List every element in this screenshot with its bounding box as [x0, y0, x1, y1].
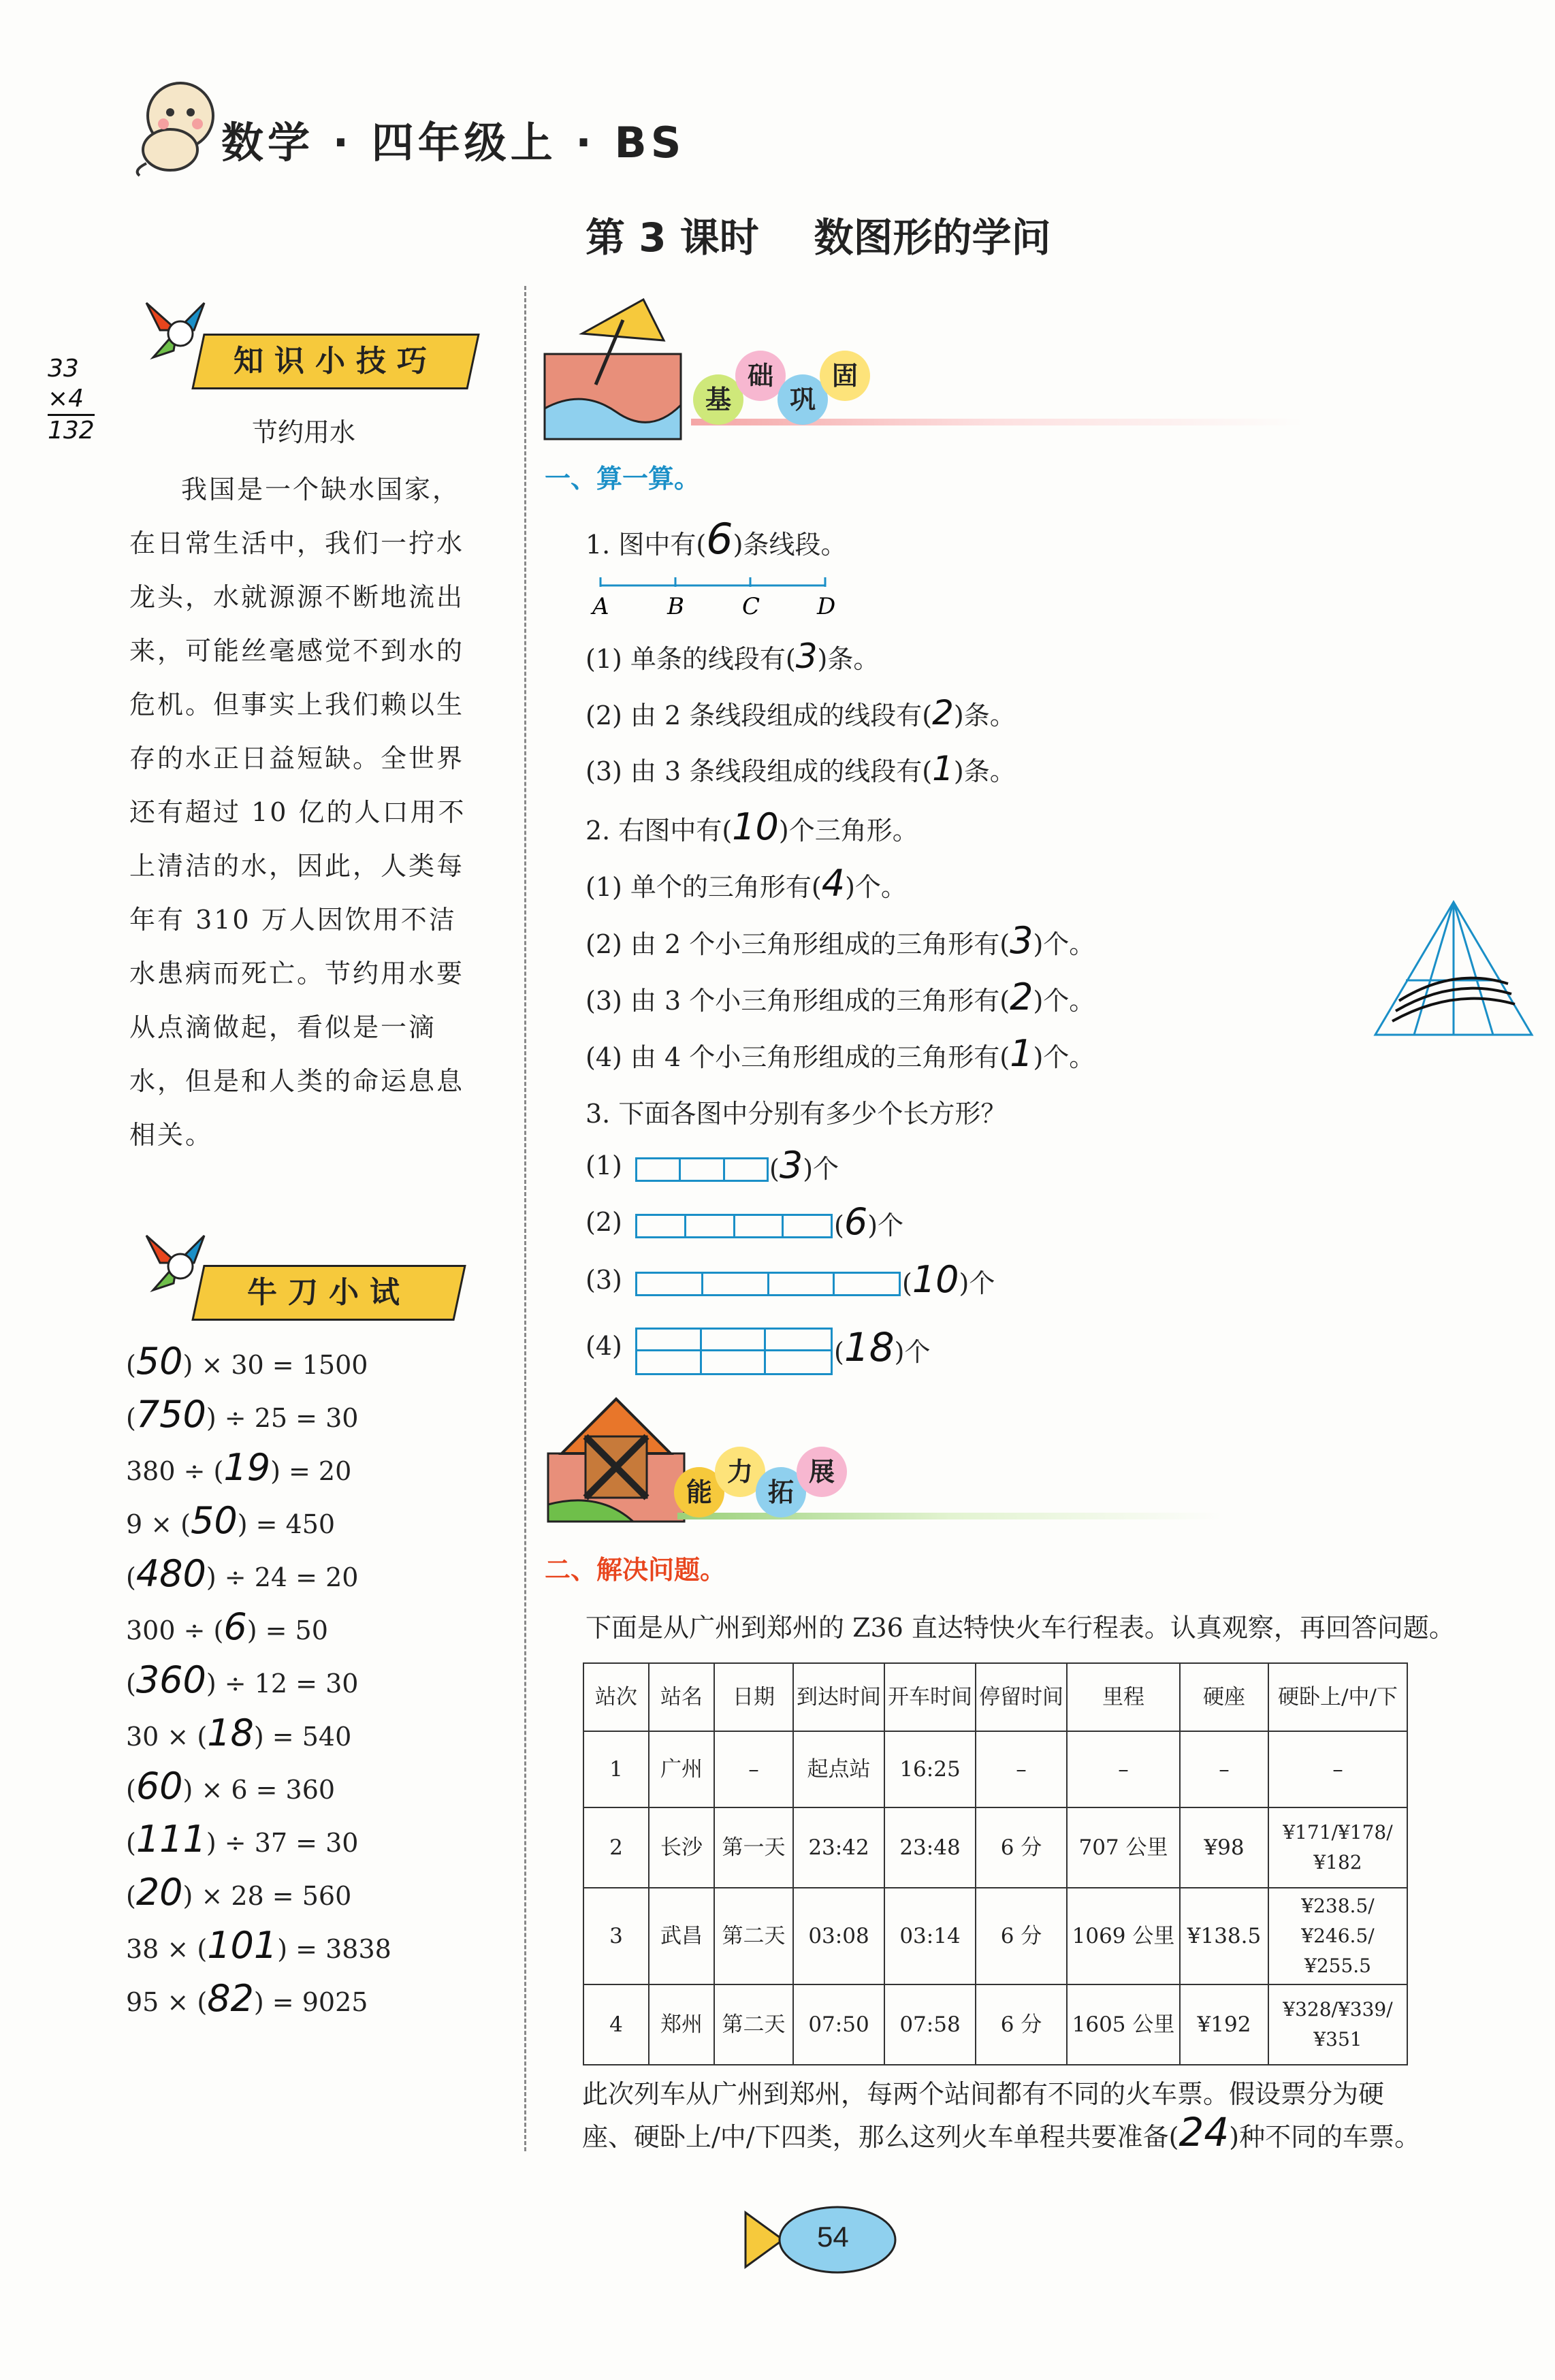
- handwritten-answer: 20: [135, 1871, 183, 1914]
- handwritten-answer: 750: [135, 1393, 206, 1436]
- handwritten-answer: 2: [932, 693, 954, 733]
- trial-item: 95 × (82) = 9025: [126, 1977, 368, 2020]
- table-cell: 16:25: [884, 1731, 976, 1807]
- rectangle-strip: [635, 1157, 769, 1182]
- question-1-sub: (2) 由 2 条线段组成的线段有(2)条。: [586, 693, 1016, 733]
- table-cell: ¥138.5: [1180, 1888, 1268, 1984]
- table-cell: 第二天: [714, 1984, 793, 2065]
- handwritten-answer: 1: [1010, 1032, 1033, 1075]
- trial-banner-label: 牛刀小试: [247, 1275, 411, 1310]
- handwritten-answer: 111: [135, 1818, 206, 1861]
- margin-note-line: 132: [48, 414, 95, 446]
- question-3: 3. 下面各图中分别有多少个长方形？: [586, 1099, 1007, 1129]
- trial-item: (750) ÷ 25 = 30: [126, 1393, 359, 1436]
- handwritten-answer: 50: [135, 1340, 183, 1383]
- handwritten-answer: 2: [1010, 976, 1033, 1018]
- heading-circle: 拓: [756, 1467, 806, 1517]
- trial-item: 30 × (18) = 540: [126, 1711, 352, 1754]
- handwritten-answer: 24: [1179, 2109, 1230, 2155]
- question-2-sub: (2) 由 2 个小三角形组成的三角形有(3)个。: [586, 919, 1095, 962]
- handwritten-answer: 18: [844, 1324, 895, 1370]
- column-header: 站次: [583, 1663, 649, 1731]
- heading-circle: 力: [715, 1447, 765, 1497]
- handwritten-answer: 82: [207, 1977, 254, 2020]
- rect-answer: (18)个: [834, 1324, 931, 1370]
- question-1-sub: (3) 由 3 条线段组成的线段有(1)条。: [586, 749, 1016, 788]
- section-underline: [691, 419, 1304, 425]
- handwritten-answer: 360: [135, 1658, 206, 1701]
- rectangle-strip: [635, 1214, 833, 1238]
- table-cell: 第二天: [714, 1888, 793, 1984]
- handwritten-answer: 1: [932, 749, 954, 788]
- tips-body: 我国是一个缺水国家，在日常生活中，我们一拧水龙头，水就源源不断地流出来，可能丝毫感觉不到水的危机。但事实上我们赖以生存的水正日益短缺。全世界还有超过 10 亿的人口用不上清洁的水，因此，人类每年有 310 万人因饮用不洁水患病而死亡。节约用水要从点滴做起，看似是一滴水，但是和人类的命运息息相关。: [129, 475, 466, 1150]
- question-2-sub: (4) 由 4 个小三角形组成的三角形有(1)个。: [586, 1032, 1095, 1075]
- house-icon: [545, 1389, 688, 1525]
- book-title: 数学 · 四年级上 · BS: [221, 118, 686, 167]
- column-header: 日期: [714, 1663, 793, 1731]
- question-1-sub: (1) 单条的线段有(3)条。: [586, 637, 880, 676]
- point-label: D: [817, 593, 836, 620]
- handwritten-answer: 480: [135, 1552, 206, 1595]
- problem-question-line: 此次列车从广州到郑州，每两个站间都有不同的火车票。假设票分为硬: [582, 2079, 1385, 2109]
- point-label: A: [592, 593, 609, 620]
- margin-note-line: 33: [48, 355, 79, 383]
- trial-item: 9 × (50) = 450: [126, 1499, 336, 1542]
- rect-question-label: (3): [586, 1265, 622, 1295]
- section-heading: 一、算一算。: [545, 464, 701, 494]
- table-cell: –: [1180, 1731, 1268, 1807]
- trial-banner: [191, 1265, 466, 1321]
- table-cell: –: [1067, 1731, 1180, 1807]
- tips-banner: [191, 334, 479, 389]
- table-cell: 707 公里: [1067, 1807, 1180, 1888]
- table-header-row: [583, 1663, 1407, 1731]
- table-cell: 郑州: [649, 1984, 714, 2065]
- segment-diagram: [586, 572, 844, 620]
- table-cell: 1: [583, 1731, 649, 1807]
- problem-question-line: 座、硬卧上/中/下四类，那么这列火车单程共要准备(24)种不同的车票。: [582, 2109, 1421, 2155]
- table-cell: 1069 公里: [1067, 1888, 1180, 1984]
- trial-item: (360) ÷ 12 = 30: [126, 1658, 359, 1701]
- tips-banner-label: 知识小技巧: [234, 344, 438, 379]
- handwritten-answer: 60: [135, 1765, 183, 1807]
- table-row: [583, 1888, 1407, 1984]
- table-cell: 23:48: [884, 1807, 976, 1888]
- table-cell: 武昌: [649, 1888, 714, 1984]
- rect-answer: (3)个: [769, 1144, 839, 1187]
- rect-question-label: (2): [586, 1207, 622, 1237]
- table-cell: –: [714, 1731, 793, 1807]
- table-row: [583, 1807, 1407, 1888]
- table-cell: 起点站: [793, 1731, 884, 1807]
- handwritten-answer: 50: [191, 1499, 238, 1542]
- margin-note: [48, 354, 95, 446]
- table-cell: 第一天: [714, 1807, 793, 1888]
- table-cell: 3: [583, 1888, 649, 1984]
- beach-umbrella-icon: [541, 293, 698, 443]
- heading-circle: 固: [820, 351, 870, 401]
- page-number: 54: [817, 2221, 849, 2253]
- column-header: 站名: [649, 1663, 714, 1731]
- heading-circle: 能: [674, 1467, 724, 1517]
- table-cell: 6 分: [976, 1807, 1067, 1888]
- question-2-sub: (3) 由 3 个小三角形组成的三角形有(2)个。: [586, 976, 1095, 1018]
- handwritten-answer: 6: [706, 514, 733, 564]
- mascot-seal-icon: [133, 75, 221, 177]
- table-cell: 6 分: [976, 1984, 1067, 2065]
- handwritten-answer: 10: [912, 1258, 959, 1301]
- table-cell: ¥328/¥339/¥351: [1268, 1984, 1407, 2065]
- question-2: 2. 右图中有(10)个三角形。: [586, 805, 918, 848]
- point-label: B: [667, 593, 684, 620]
- handwritten-answer: 19: [223, 1446, 271, 1489]
- table-cell: ¥192: [1180, 1984, 1268, 2065]
- handwritten-answer: 6: [223, 1605, 247, 1648]
- rectangle-strip: [635, 1272, 901, 1296]
- rect-answer: (10)个: [902, 1258, 995, 1301]
- trial-item: 300 ÷ (6) = 50: [126, 1605, 328, 1648]
- heading-circle: 展: [797, 1447, 847, 1497]
- handwritten-answer: 3: [1010, 919, 1033, 962]
- table-cell: 6 分: [976, 1888, 1067, 1984]
- triangle-diagram: [1372, 899, 1535, 1042]
- question-1: 1. 图中有(6)条线段。: [586, 514, 847, 564]
- lesson-title: 第 3 课时 数图形的学问: [586, 214, 1051, 261]
- heading-circle: 础: [735, 351, 786, 401]
- section-heading: 二、解决问题。: [545, 1555, 726, 1585]
- rect-question-label: (1): [586, 1151, 622, 1180]
- handwritten-answer: 18: [207, 1711, 254, 1754]
- problem-intro: 下面是从广州到郑州的 Z36 直达特快火车行程表。认真观察，再回答问题。: [586, 1613, 1455, 1643]
- trial-item: 38 × (101) = 3838: [126, 1924, 391, 1967]
- handwritten-answer: 3: [795, 637, 818, 676]
- table-cell: 4: [583, 1984, 649, 2065]
- table-cell: 23:42: [793, 1807, 884, 1888]
- trial-item: (60) × 6 = 360: [126, 1765, 336, 1807]
- trial-item: (480) ÷ 24 = 20: [126, 1552, 359, 1595]
- column-header: 开车时间: [884, 1663, 976, 1731]
- handwritten-answer: 4: [821, 862, 846, 905]
- table-cell: 03:14: [884, 1888, 976, 1984]
- rectangle-grid: [635, 1328, 833, 1375]
- table-row: [583, 1984, 1407, 2065]
- margin-note-line: ×4: [48, 385, 84, 413]
- handwritten-answer: 10: [732, 805, 779, 848]
- question-2-sub: (1) 单个的三角形有(4)个。: [586, 862, 907, 905]
- table-row: [583, 1731, 1407, 1807]
- rect-answer: (6)个: [834, 1200, 904, 1243]
- column-header: 到达时间: [793, 1663, 884, 1731]
- handwritten-answer: 6: [844, 1200, 868, 1243]
- table-cell: 2: [583, 1807, 649, 1888]
- trial-item: (50) × 30 = 1500: [126, 1340, 368, 1383]
- table-cell: 长沙: [649, 1807, 714, 1888]
- trial-item: (20) × 28 = 560: [126, 1871, 352, 1914]
- tips-title: 节约用水: [252, 417, 356, 447]
- table-cell: 03:08: [793, 1888, 884, 1984]
- trial-item: (111) ÷ 37 = 30: [126, 1818, 359, 1861]
- heading-circle: 基: [693, 374, 743, 425]
- table-cell: 1605 公里: [1067, 1984, 1180, 2065]
- column-header: 停留时间: [976, 1663, 1067, 1731]
- table-cell: 广州: [649, 1731, 714, 1807]
- handwritten-answer: 101: [207, 1924, 278, 1967]
- table-cell: –: [976, 1731, 1067, 1807]
- column-divider: [524, 286, 526, 2151]
- column-header: 里程: [1067, 1663, 1180, 1731]
- handwritten-answer: 3: [779, 1144, 803, 1187]
- trial-item: 380 ÷ (19) = 20: [126, 1446, 352, 1489]
- section-underline: [677, 1513, 1222, 1519]
- table-cell: ¥171/¥178/¥182: [1268, 1807, 1407, 1888]
- table-cell: –: [1268, 1731, 1407, 1807]
- rect-question-label: (4): [586, 1331, 622, 1361]
- table-cell: 07:50: [793, 1984, 884, 2065]
- table-cell: ¥98: [1180, 1807, 1268, 1888]
- column-header: 硬卧上/中/下: [1268, 1663, 1407, 1731]
- table-cell: ¥238.5/¥246.5/¥255.5: [1268, 1888, 1407, 1984]
- train-schedule-table: [583, 1662, 1408, 2065]
- column-header: 硬座: [1180, 1663, 1268, 1731]
- table-cell: 07:58: [884, 1984, 976, 2065]
- point-label: C: [742, 593, 760, 620]
- heading-circle: 巩: [778, 374, 828, 425]
